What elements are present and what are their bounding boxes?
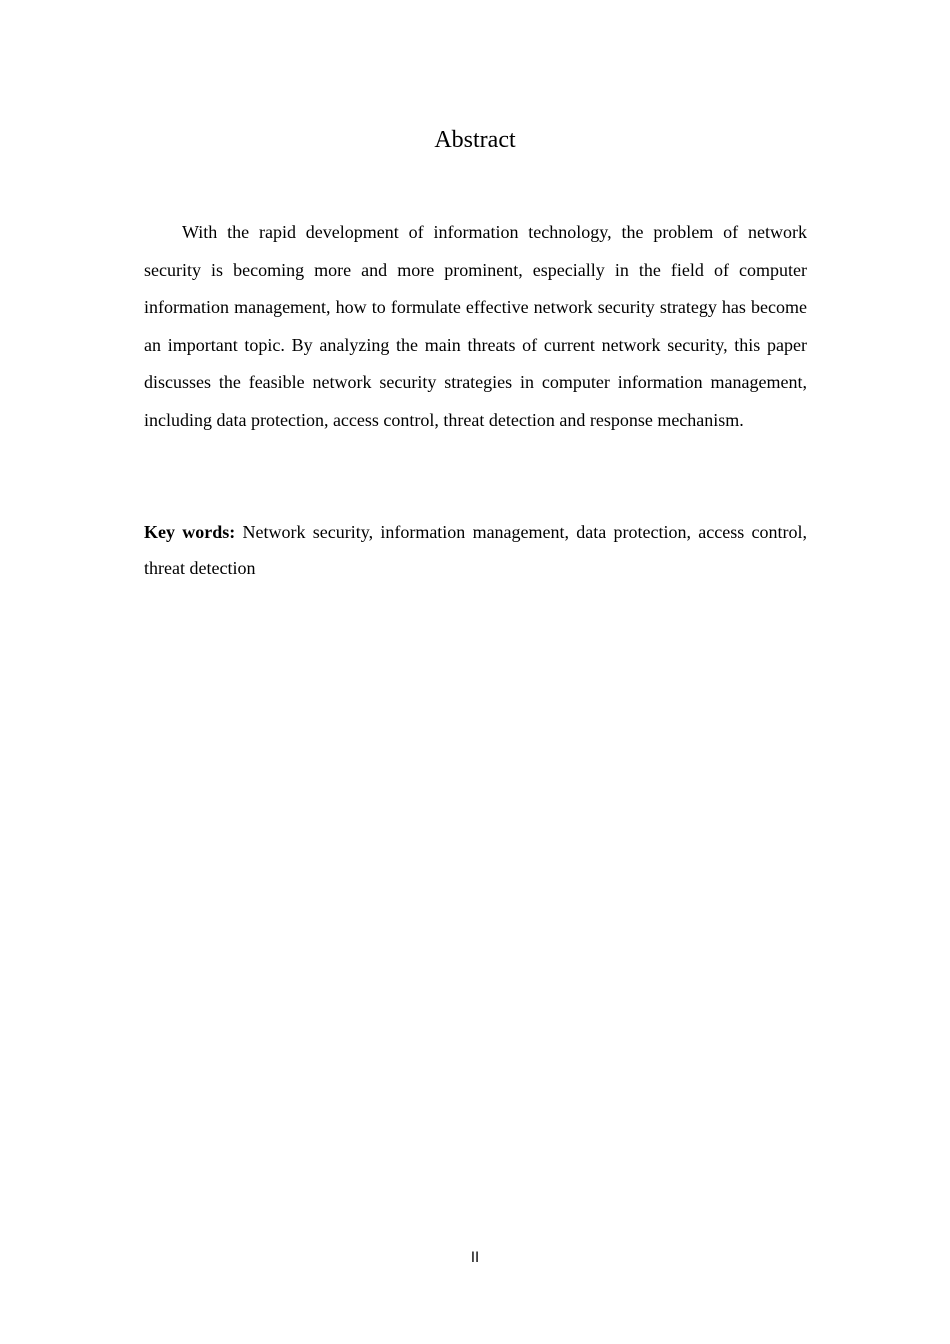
page-number: II — [470, 1250, 480, 1266]
keywords-label: Key words: — [144, 522, 236, 542]
keywords-section — [144, 514, 807, 586]
keywords-list: Network security, information management, data protection, access control, threat detection — [144, 522, 807, 578]
abstract-paragraph: With the rapid development of information technology, the problem of network security is becoming more and more prominent, especially in the field of computer information management, how to formulate effective network security strategy has become an important topic. By analyzing the main threats of current network security, this paper discusses the feasible network security strategies in computer information management, including data protection, access control, threat detection and response mechanism. — [144, 222, 807, 430]
page-title: Abstract — [434, 127, 516, 153]
